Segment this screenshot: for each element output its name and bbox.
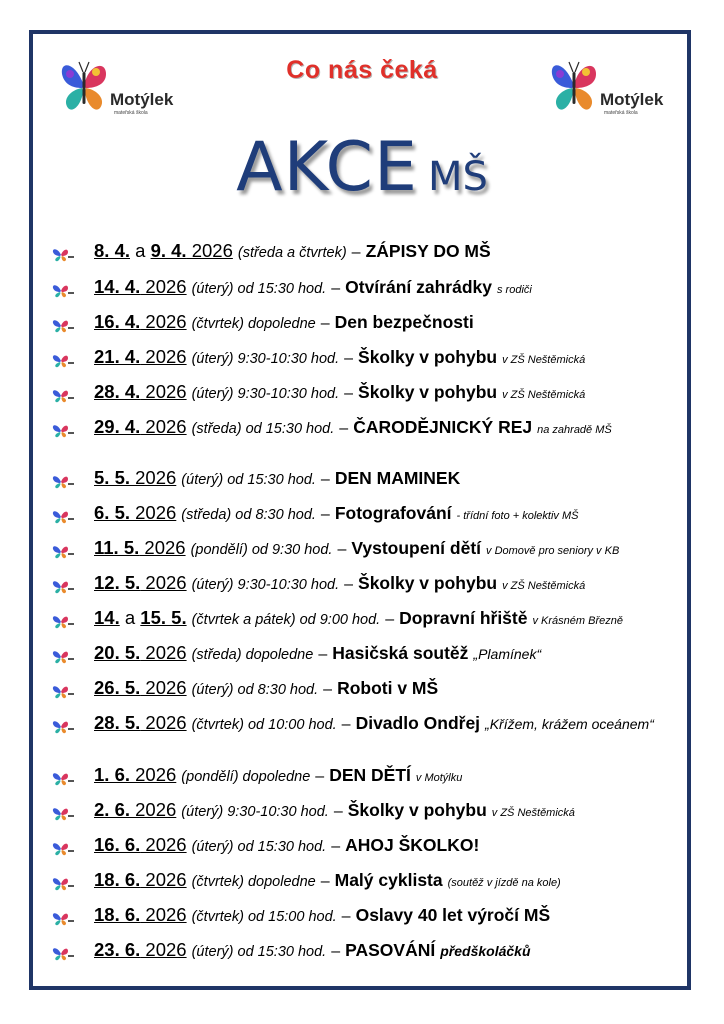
event-row: [52, 764, 462, 794]
event-date-first: 16. 6.: [94, 834, 141, 855]
event-title: Roboti v MŠ: [337, 678, 439, 698]
event-row: [52, 572, 585, 602]
event-dash: –: [385, 611, 395, 628]
event-date-first: 23. 6.: [94, 939, 141, 960]
event-row: [52, 939, 531, 969]
event-note: „Plamínek“: [473, 646, 542, 662]
event-note: předškoláčků: [440, 943, 531, 959]
event-row: [52, 904, 555, 934]
event-date-joiner: a: [130, 240, 151, 261]
event-dash: –: [331, 838, 341, 855]
event-detail: (čtvrtek) od 10:00 hod.: [191, 717, 337, 733]
butterfly-bullet-icon: [52, 424, 74, 438]
page-subtitle: Co nás čeká: [286, 56, 438, 84]
event-row: [52, 467, 465, 497]
event-title: Divadlo Ondřej: [355, 713, 481, 733]
butterfly-bullet-icon: [52, 475, 74, 489]
event-date: [94, 381, 187, 403]
event-dash: –: [344, 350, 354, 367]
event-row: [52, 607, 623, 637]
event-row: [52, 381, 585, 411]
event-detail: (čtvrtek) dopoledne: [191, 874, 316, 890]
event-date-second: 15. 5.: [140, 607, 187, 628]
event-row: [52, 311, 479, 341]
event-date: [94, 607, 187, 629]
event-detail: (pondělí) od 9:30 hod.: [190, 542, 333, 558]
event-detail: (čtvrtek) dopoledne: [191, 316, 316, 332]
event-note: na zahradě MŠ: [537, 424, 612, 436]
event-title: Dopravní hřiště: [399, 608, 528, 628]
title-small: MŠ: [427, 154, 488, 200]
event-date-first: 29. 4.: [94, 416, 141, 437]
event-date-first: 16. 4.: [94, 311, 141, 332]
event-dash: –: [351, 244, 361, 261]
event-year: 2026: [186, 240, 233, 261]
butterfly-bullet-icon: [52, 580, 74, 594]
event-year: 2026: [140, 572, 187, 593]
event-detail: (pondělí) dopoledne: [181, 769, 311, 785]
event-dash: –: [320, 315, 330, 332]
event-date: [94, 834, 187, 856]
event-year: 2026: [130, 764, 177, 785]
event-title: Vystoupení dětí: [351, 538, 482, 558]
event-dash: –: [318, 646, 328, 663]
event-date: [94, 502, 176, 524]
event-date: [94, 939, 187, 961]
event-dash: –: [323, 681, 333, 698]
logo-brand-sub: mateřská škola: [604, 110, 638, 116]
event-date-first: 8. 4.: [94, 240, 130, 261]
logo-brand: Motýlek: [110, 90, 174, 109]
event-note: v ZŠ Neštěmická: [491, 807, 575, 819]
event-detail: (úterý) 9:30-10:30 hod.: [181, 804, 329, 820]
event-date: [94, 712, 187, 734]
butterfly-bullet-icon: [52, 947, 74, 961]
event-detail: (čtvrtek) od 15:00 hod.: [191, 909, 337, 925]
event-title: Den bezpečnosti: [334, 312, 474, 332]
event-dash: –: [331, 280, 341, 297]
logo-brand: Motýlek: [600, 90, 664, 109]
title-main: AKCE: [236, 128, 418, 207]
event-year: 2026: [130, 467, 177, 488]
event-title: Fotografování: [334, 503, 452, 523]
event-date: [94, 642, 187, 664]
event-title: Hasičská soutěž: [332, 643, 469, 663]
event-date-first: 20. 5.: [94, 642, 141, 663]
event-note: v ZŠ Neštěmická: [502, 580, 586, 592]
event-detail: (čtvrtek a pátek) od 9:00 hod.: [191, 612, 381, 628]
event-title: Školky v pohybu: [358, 382, 498, 402]
butterfly-bullet-icon: [52, 545, 74, 559]
butterfly-bullet-icon: [52, 510, 74, 524]
event-date: [94, 311, 187, 333]
event-date-first: 21. 4.: [94, 346, 141, 367]
event-title: Školky v pohybu: [358, 347, 498, 367]
event-detail: (středa) dopoledne: [191, 647, 314, 663]
event-note: v ZŠ Neštěmická: [502, 389, 586, 401]
event-title: ČARODĚJNICKÝ REJ: [353, 417, 533, 437]
butterfly-bullet-icon: [52, 772, 74, 786]
event-year: 2026: [140, 869, 187, 890]
butterfly-bullet-icon: [52, 650, 74, 664]
butterfly-bullet-icon: [52, 912, 74, 926]
event-date-joiner: a: [119, 607, 141, 628]
event-date: [94, 240, 233, 262]
event-dash: –: [333, 803, 343, 820]
event-year: 2026: [140, 642, 187, 663]
event-dash: –: [341, 908, 351, 925]
butterfly-bullet-icon: [52, 842, 74, 856]
event-date-first: 14.: [94, 607, 120, 628]
event-title: DEN MAMINEK: [334, 468, 461, 488]
event-date: [94, 346, 187, 368]
event-detail: (úterý) od 15:30 hod.: [191, 281, 327, 297]
butterfly-bullet-icon: [52, 615, 74, 629]
event-note: v ZŠ Neštěmická: [502, 354, 586, 366]
event-title: Školky v pohybu: [347, 800, 487, 820]
event-row: [52, 416, 612, 446]
event-row: [52, 537, 619, 567]
event-year: 2026: [140, 677, 187, 698]
event-detail: (úterý) 9:30-10:30 hod.: [191, 386, 340, 402]
event-date-first: 28. 4.: [94, 381, 141, 402]
event-row: [52, 799, 575, 829]
butterfly-bullet-icon: [52, 354, 74, 368]
event-year: 2026: [140, 416, 187, 437]
event-dash: –: [320, 873, 330, 890]
event-date-first: 11. 5.: [94, 537, 140, 558]
event-detail: (středa) od 15:30 hod.: [191, 421, 335, 437]
butterfly-bullet-icon: [52, 284, 74, 298]
event-row: [52, 677, 443, 707]
event-year: 2026: [140, 939, 187, 960]
butterfly-bullet-icon: [52, 389, 74, 403]
event-dash: –: [344, 385, 354, 402]
event-date: [94, 416, 187, 438]
event-note: (soutěž v jízdě na kole): [447, 877, 561, 889]
event-date-first: 18. 6.: [94, 869, 141, 890]
event-date: [94, 537, 186, 559]
event-date: [94, 904, 187, 926]
event-date: [94, 572, 187, 594]
event-note: v Krásném Březně: [532, 615, 623, 627]
event-dash: –: [337, 541, 347, 558]
event-year: 2026: [140, 381, 187, 402]
event-detail: (úterý) 9:30-10:30 hod.: [191, 577, 340, 593]
event-detail: (středa a čtvrtek): [237, 245, 347, 261]
event-detail: (úterý) od 8:30 hod.: [191, 682, 319, 698]
event-year: 2026: [130, 502, 177, 523]
event-note: v Domově pro seniory v KB: [486, 545, 620, 557]
event-dash: –: [331, 943, 341, 960]
event-title: Otvírání zahrádky: [345, 277, 492, 297]
logo-brand-sub: mateřská škola: [114, 110, 148, 116]
event-year: 2026: [140, 346, 187, 367]
event-note: „Křížem, krážem oceánem“: [485, 716, 654, 732]
event-date-first: 6. 5.: [94, 502, 130, 523]
event-dash: –: [339, 420, 349, 437]
butterfly-bullet-icon: [52, 685, 74, 699]
event-row: [52, 834, 484, 864]
event-date: [94, 276, 187, 298]
event-row: [52, 240, 496, 270]
event-year: 2026: [130, 799, 177, 820]
butterfly-bullet-icon: [52, 248, 74, 262]
event-row: [52, 502, 578, 532]
event-dash: –: [320, 471, 330, 488]
event-date-first: 1. 6.: [94, 764, 130, 785]
event-date-second: 9. 4.: [150, 240, 187, 261]
butterfly-bullet-icon: [52, 720, 74, 734]
event-dash: –: [344, 576, 354, 593]
event-row: [52, 869, 561, 899]
event-row: [52, 642, 541, 672]
event-year: 2026: [140, 712, 187, 733]
event-dash: –: [320, 506, 330, 523]
event-year: 2026: [140, 834, 187, 855]
event-date: [94, 764, 176, 786]
event-detail: (úterý) od 15:30 hod.: [181, 472, 316, 488]
event-title: DEN DĚTÍ: [329, 765, 411, 785]
event-note: - třídní foto + kolektiv MŠ: [456, 510, 579, 522]
event-date-first: 5. 5.: [94, 467, 130, 488]
event-row: [52, 276, 532, 306]
event-detail: (úterý) od 15:30 hod.: [191, 839, 327, 855]
event-date-first: 12. 5.: [94, 572, 141, 593]
event-row: [52, 346, 585, 376]
page-title: [0, 128, 724, 208]
event-title: ZÁPISY DO MŠ: [365, 241, 491, 261]
butterfly-bullet-icon: [52, 319, 74, 333]
event-detail: (středa) od 8:30 hod.: [181, 507, 316, 523]
event-date-first: 2. 6.: [94, 799, 130, 820]
event-date-first: 14. 4.: [94, 276, 141, 297]
event-date-first: 28. 5.: [94, 712, 141, 733]
event-date-first: 26. 5.: [94, 677, 141, 698]
event-date: [94, 677, 187, 699]
event-title: PASOVÁNÍ: [345, 940, 436, 960]
event-dash: –: [315, 768, 325, 785]
event-year: 2026: [139, 537, 186, 558]
event-title: Oslavy 40 let výročí MŠ: [355, 905, 551, 925]
event-date: [94, 869, 187, 891]
event-year: 2026: [140, 904, 187, 925]
event-title: Školky v pohybu: [358, 573, 498, 593]
event-title: AHOJ ŠKOLKO!: [345, 835, 480, 855]
event-detail: (úterý) 9:30-10:30 hod.: [191, 351, 340, 367]
event-year: 2026: [140, 311, 187, 332]
event-note: s rodiči: [497, 284, 532, 296]
event-year: 2026: [140, 276, 187, 297]
event-note: v Motýlku: [415, 772, 463, 784]
event-date-first: 18. 6.: [94, 904, 141, 925]
event-row: [52, 712, 654, 742]
butterfly-bullet-icon: [52, 877, 74, 891]
event-detail: (úterý) od 15:30 hod.: [191, 944, 327, 960]
event-title: Malý cyklista: [334, 870, 443, 890]
event-dash: –: [341, 716, 351, 733]
event-date: [94, 799, 176, 821]
event-date: [94, 467, 176, 489]
butterfly-bullet-icon: [52, 807, 74, 821]
